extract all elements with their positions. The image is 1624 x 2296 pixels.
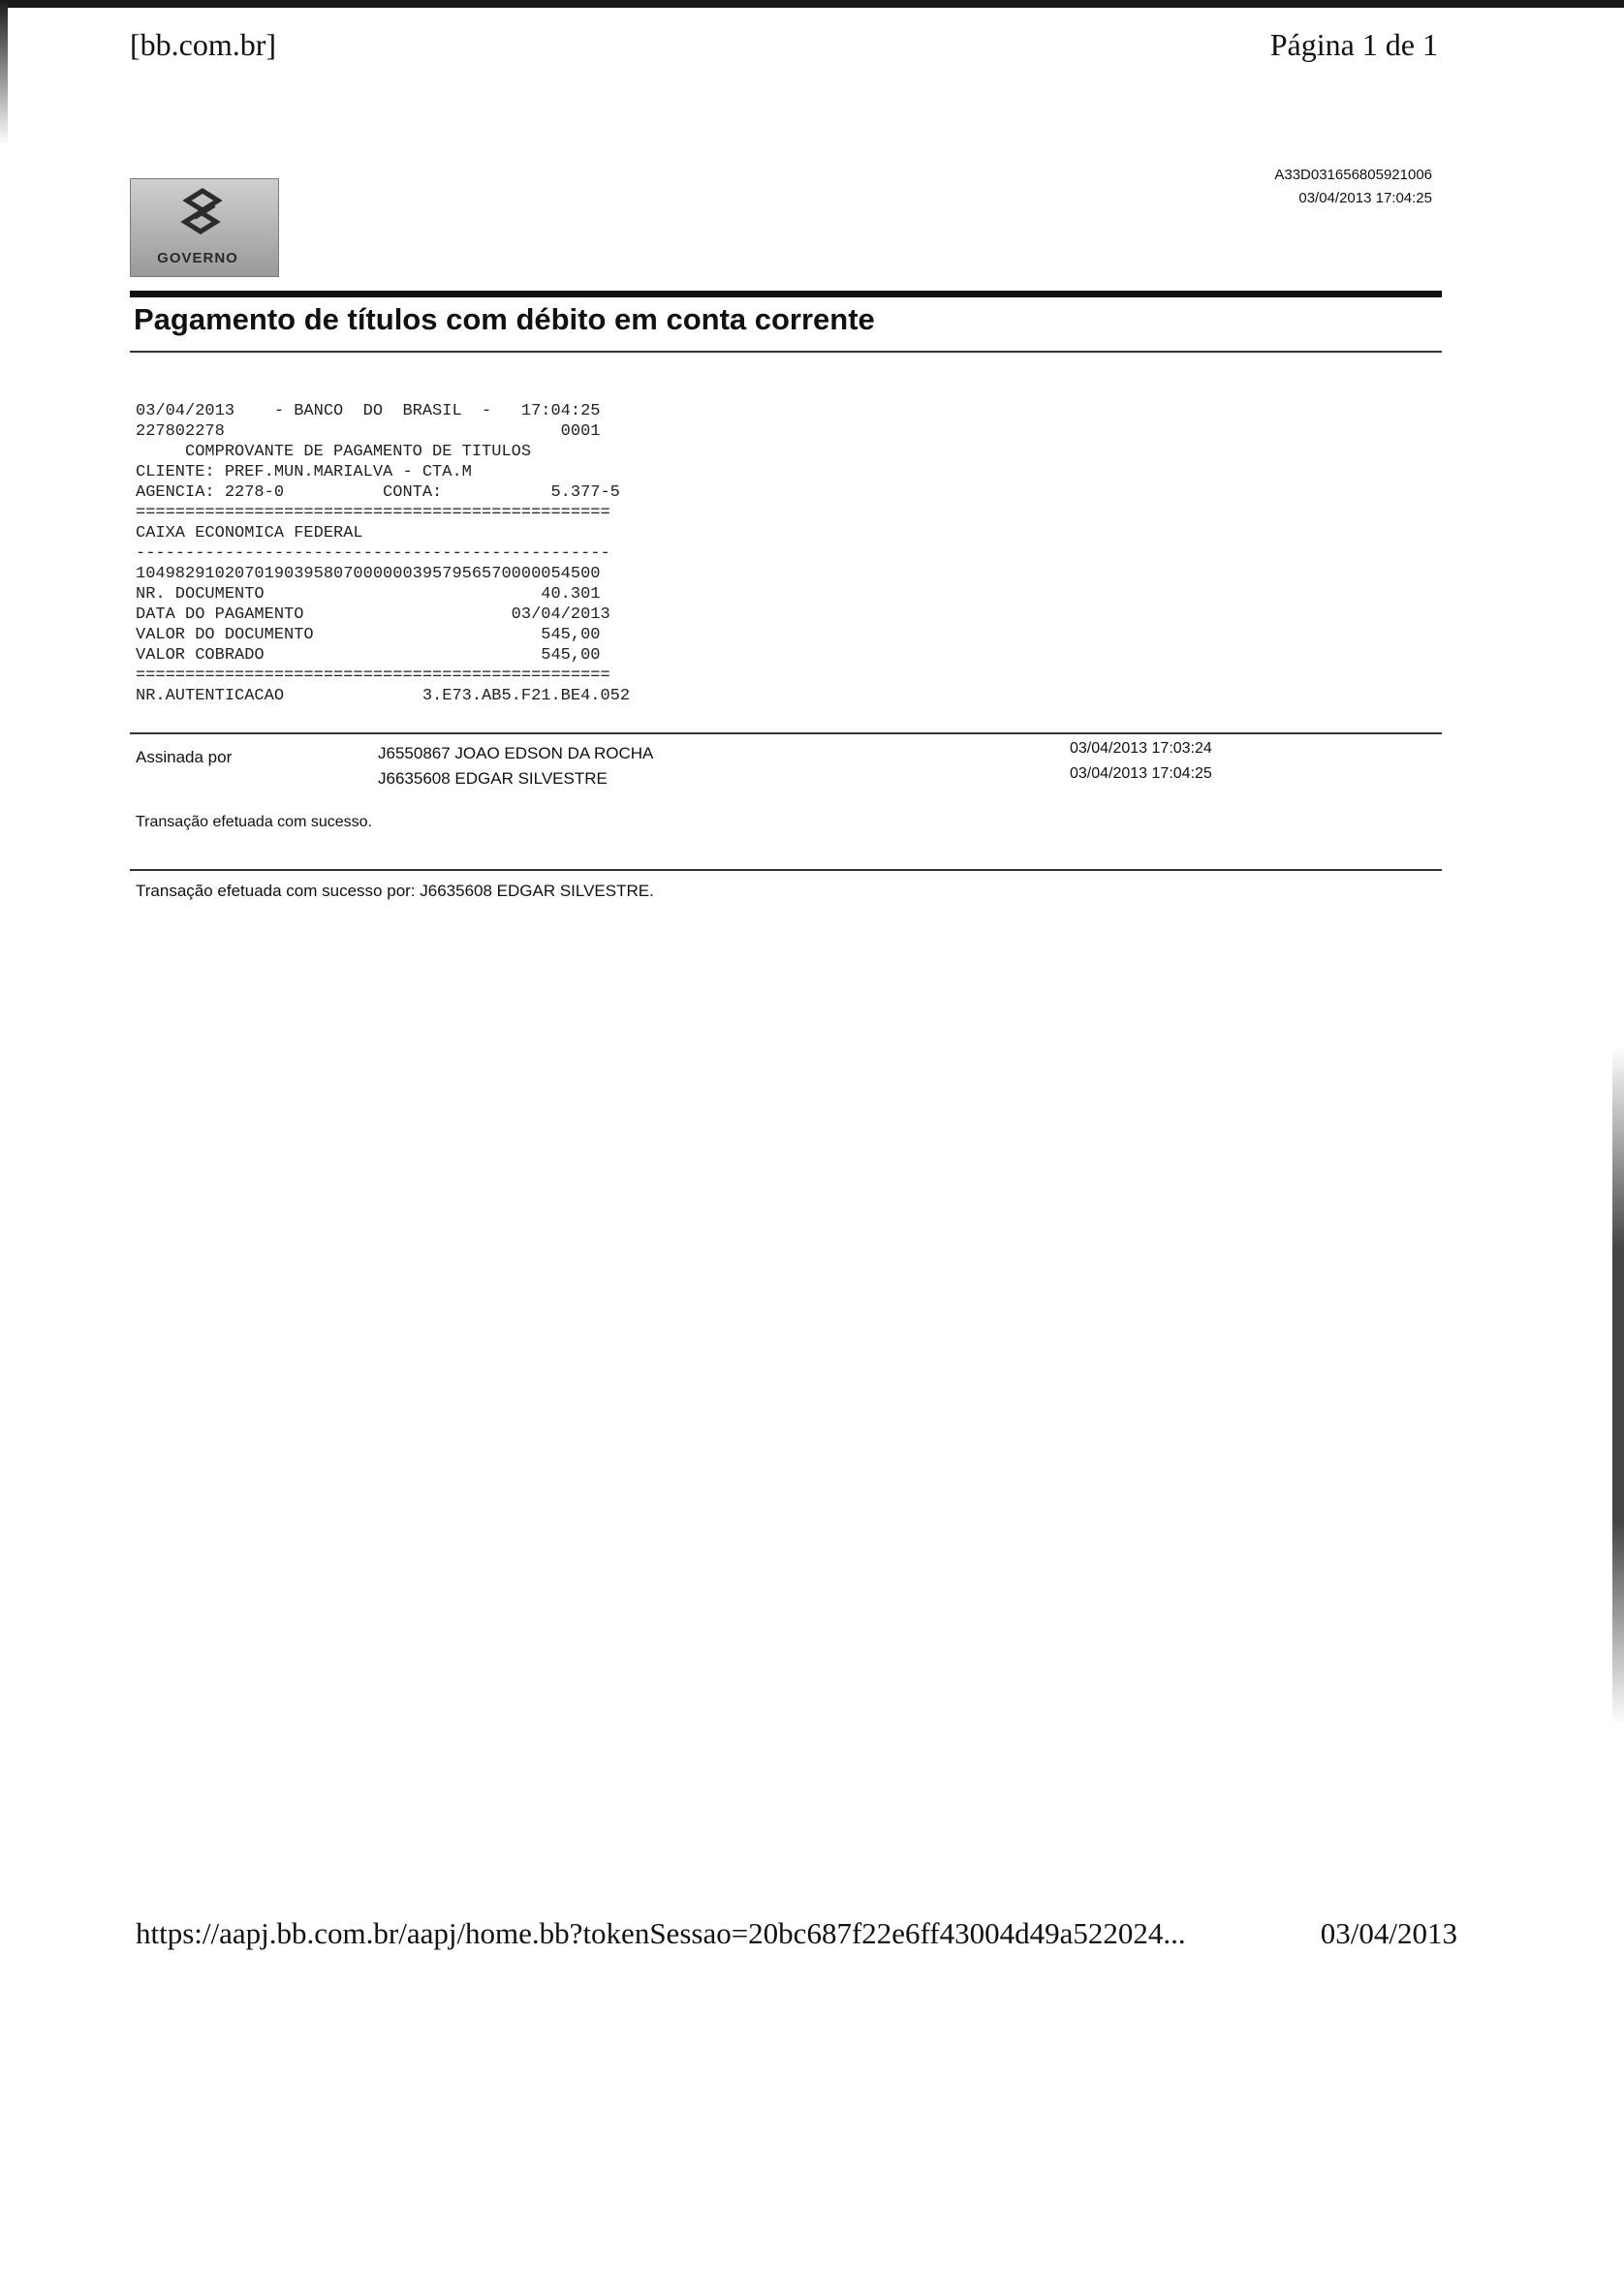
status-message: Transação efetuada com sucesso. bbox=[136, 814, 372, 830]
signer-name: J6550867 JOAO EDSON DA ROCHA bbox=[378, 744, 654, 762]
receipt-line: 10498291020701903958070000003957956570000054500 bbox=[136, 565, 601, 583]
signer-name: J6635608 EDGAR SILVESTRE bbox=[378, 769, 608, 788]
signatures-label: Assinada por bbox=[136, 748, 233, 766]
status-completed-by: Transação efetuada com sucesso por: J6635608 EDGAR SILVESTRE. bbox=[136, 882, 654, 900]
receipt-line: NR. DOCUMENTO 40.301 bbox=[136, 585, 601, 604]
receipt-line: ================================================ bbox=[136, 504, 610, 522]
receipt-line: CAIXA ECONOMICA FEDERAL bbox=[136, 524, 363, 543]
receipt-line: 03/04/2013 - BANCO DO BRASIL - 17:04:25 bbox=[136, 402, 601, 420]
receipt-line: NR.AUTENTICACAO 3.E73.AB5.F21.BE4.052 bbox=[136, 687, 631, 705]
receipt-line: COMPROVANTE DE PAGAMENTO DE TITULOS bbox=[136, 443, 532, 461]
footer-url: https://aapj.bb.com.br/aapj/home.bb?tokenSessao=20bc687f22e6ff43004d49a522024... bbox=[136, 1916, 1186, 1950]
reference-code: A33D031656805921006 bbox=[1274, 167, 1432, 183]
signer-time: 03/04/2013 17:03:24 bbox=[1070, 740, 1212, 757]
reference-timestamp: 03/04/2013 17:04:25 bbox=[1298, 190, 1432, 206]
receipt-line: VALOR DO DOCUMENTO 545,00 bbox=[136, 626, 601, 644]
scan-border-top bbox=[0, 0, 1624, 8]
receipt-line: AGENCIA: 2278-0 CONTA: 5.377-5 bbox=[136, 483, 620, 502]
divider bbox=[130, 351, 1442, 353]
scan-border-left bbox=[0, 0, 8, 145]
receipt bbox=[136, 401, 630, 706]
scan-border-right bbox=[1612, 1046, 1624, 1724]
receipt-line: CLIENTE: PREF.MUN.MARIALVA - CTA.M bbox=[136, 463, 472, 481]
receipt-line: VALOR COBRADO 545,00 bbox=[136, 646, 601, 665]
signer-time: 03/04/2013 17:04:25 bbox=[1070, 765, 1212, 782]
banco-do-brasil-logo-icon bbox=[168, 187, 235, 245]
divider bbox=[130, 732, 1442, 734]
governo-logo bbox=[130, 178, 279, 277]
receipt-line: 227802278 0001 bbox=[136, 422, 601, 441]
header-site: [bb.com.br] bbox=[130, 27, 277, 62]
receipt-line: DATA DO PAGAMENTO 03/04/2013 bbox=[136, 605, 610, 624]
receipt-line: ================================================ bbox=[136, 667, 610, 685]
divider bbox=[130, 869, 1442, 871]
footer-date: 03/04/2013 bbox=[1320, 1916, 1457, 1950]
page-title: Pagamento de títulos com débito em conta corrente bbox=[134, 302, 875, 336]
receipt-line: ------------------------------------------------ bbox=[136, 544, 610, 563]
header-page-number: Página 1 de 1 bbox=[1269, 27, 1438, 62]
logo-label: GOVERNO bbox=[157, 250, 238, 266]
divider-thick bbox=[130, 291, 1442, 297]
